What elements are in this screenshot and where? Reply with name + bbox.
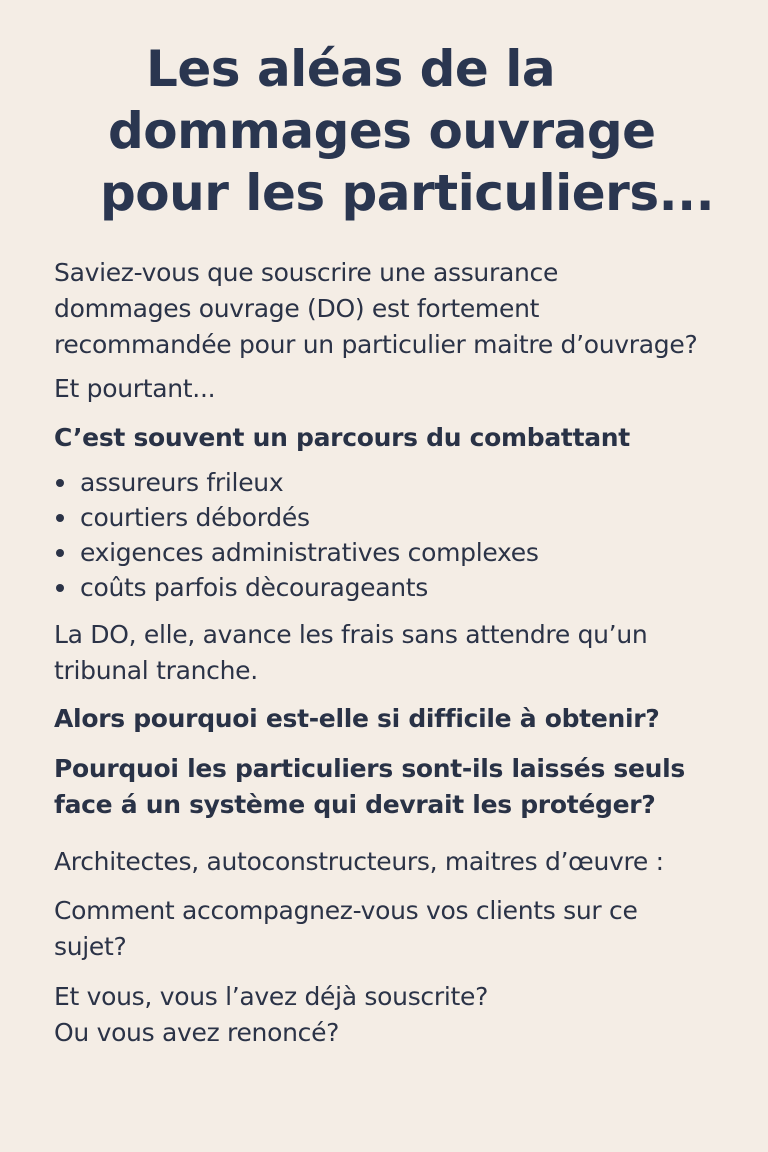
list-item [54,535,539,570]
do-line-1: La DO, elle, avance les frais sans attendre qu’un [54,620,648,649]
list-item-label: coûts parfois dècourageants [80,573,429,602]
title-line-2: dommages ouvrage [108,102,656,160]
question-line-1: Pourquoi les particuliers sont-ils laissés seuls [54,754,686,783]
list-item-label: exigences administratives complexes [80,538,539,567]
intro-line-1: Saviez-vous que souscrire une assurance [54,258,559,287]
title-line-1: Les aléas de la [146,40,556,98]
do-paragraph [54,617,744,689]
closing-line-1: Et vous, vous l’avez déjà souscrite? [54,982,489,1011]
list-item [54,465,539,500]
et-pourtant-text: Et pourtant... [54,374,216,403]
accompany-question [54,893,744,965]
question-difficulty: Alors pourquoi est-elle si difficile à obtenir? [54,704,660,733]
audience-text: Architectes, autoconstructeurs, maitres d’œuvre : [54,847,664,876]
intro-paragraph [54,255,744,363]
do-line-2: tribunal tranche. [54,656,258,685]
list-item [54,570,539,605]
page-title [0,38,768,224]
parcours-heading: C’est souvent un parcours du combattant [54,423,630,452]
question-particuliers [54,751,744,823]
list-item-label: assureurs frileux [80,468,284,497]
list-item [54,500,539,535]
bullet-icon [56,584,64,592]
accompany-line-1: Comment accompagnez-vous vos clients sur ce [54,896,638,925]
intro-line-2: dommages ouvrage (DO) est fortement [54,294,540,323]
question-line-2: face á un système qui devrait les protéger? [54,790,656,819]
closing-line-2: Ou vous avez renoncé? [54,1018,340,1047]
title-line-3: pour les particuliers... [100,164,715,222]
bullet-icon [56,549,64,557]
difficulty-list [54,465,539,605]
accompany-line-2: sujet? [54,932,127,961]
bullet-icon [56,514,64,522]
bullet-icon [56,479,64,487]
closing-question [54,979,744,1051]
list-item-label: courtiers débordés [80,503,310,532]
intro-line-3: recommandée pour un particulier maitre d’ouvrage? [54,330,698,359]
